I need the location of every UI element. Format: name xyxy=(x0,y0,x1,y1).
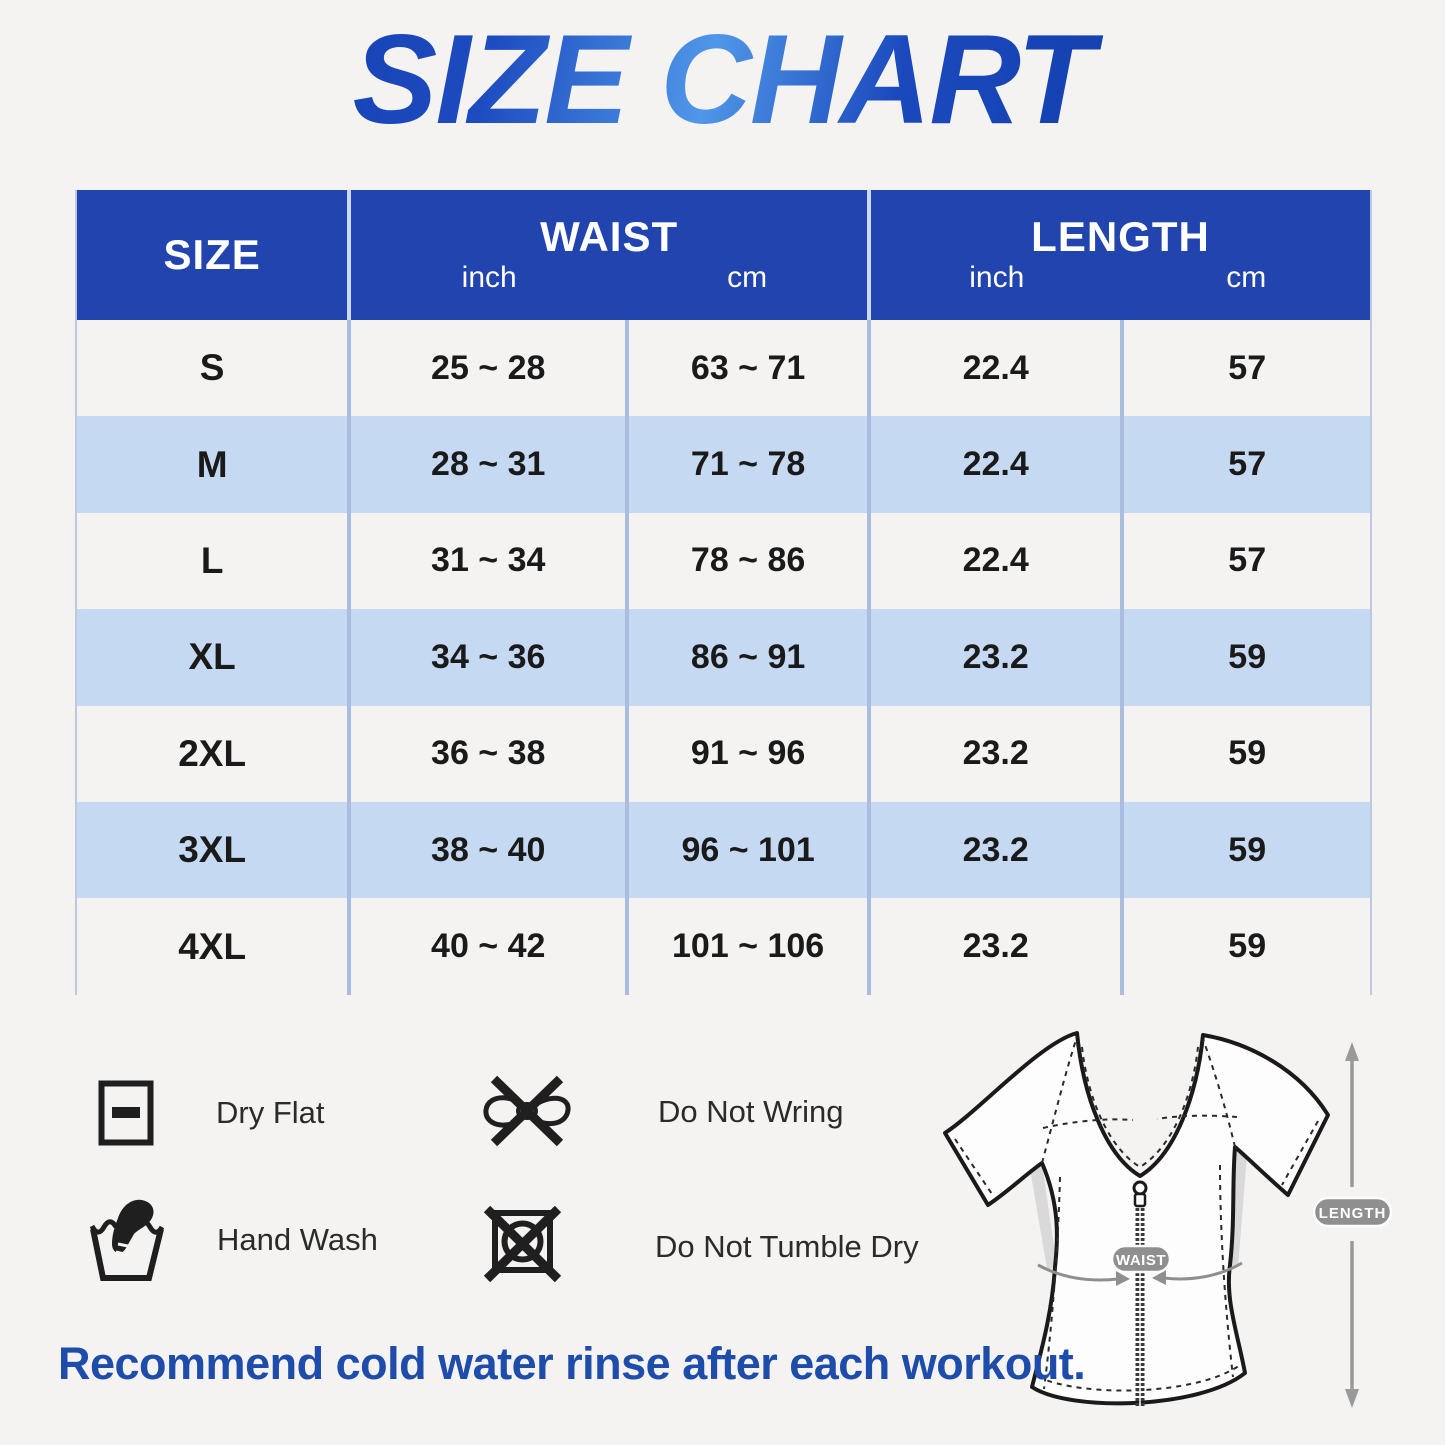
waist-units-row xyxy=(351,261,867,295)
length-unit-inch: inch xyxy=(969,261,1025,295)
cell-size: XL xyxy=(188,636,236,678)
care-item-do-not-tumble-dry xyxy=(482,1206,562,1289)
header-length-label: LENGTH xyxy=(1031,212,1210,260)
cell-size: L xyxy=(200,539,224,581)
cell-length-inch: 23.2 xyxy=(867,706,1120,802)
table-body xyxy=(77,320,1370,995)
zipper xyxy=(1134,1182,1146,1407)
cell-waist-inch: 40 ~ 42 xyxy=(347,898,625,994)
cell-length-cm: 59 xyxy=(1120,802,1370,898)
cell-size: 4XL xyxy=(178,925,247,967)
cell-size: M xyxy=(196,443,228,485)
length-arrowhead-top xyxy=(1345,1042,1359,1061)
cell-length-cm: 59 xyxy=(1120,898,1370,994)
length-pill-label: LENGTH xyxy=(1318,1205,1387,1222)
care-label-do-not-tumble-dry: Do Not Tumble Dry xyxy=(655,1229,919,1264)
cell-length-cm: 57 xyxy=(1120,513,1370,609)
cell-length-cm: 59 xyxy=(1120,706,1370,802)
care-item-do-not-wring xyxy=(474,1072,580,1155)
header-waist-label: WAIST xyxy=(540,212,679,260)
cell-length-inch: 23.2 xyxy=(867,609,1120,705)
dry-flat-icon xyxy=(98,1080,154,1146)
cell-size: 2XL xyxy=(178,732,247,774)
cell-waist-cm: 71 ~ 78 xyxy=(625,416,867,512)
table-row xyxy=(77,898,1370,994)
waist-pill-label: WAIST xyxy=(1116,1252,1166,1269)
cell-length-inch: 22.4 xyxy=(867,416,1120,512)
cell-length-inch: 23.2 xyxy=(867,802,1120,898)
table-row xyxy=(77,513,1370,609)
care-label-hand-wash: Hand Wash xyxy=(217,1222,378,1257)
table-header-row xyxy=(77,190,1370,320)
page-title: SIZE CHART xyxy=(0,6,1445,152)
cell-size: 3XL xyxy=(178,829,247,871)
cell-size: S xyxy=(199,347,225,389)
cell-waist-cm: 96 ~ 101 xyxy=(625,802,867,898)
cell-length-cm: 59 xyxy=(1120,609,1370,705)
cell-length-cm: 57 xyxy=(1120,320,1370,416)
header-cell-length xyxy=(867,190,1370,320)
cell-waist-cm: 78 ~ 86 xyxy=(625,513,867,609)
cell-length-inch: 22.4 xyxy=(867,320,1120,416)
header-size-label: SIZE xyxy=(163,230,261,278)
table-row xyxy=(77,320,1370,416)
header-cell-waist xyxy=(347,190,867,320)
footer-note: Recommend cold water rinse after each workout. xyxy=(58,1338,1086,1389)
cell-waist-inch: 25 ~ 28 xyxy=(347,320,625,416)
cell-waist-inch: 31 ~ 34 xyxy=(347,513,625,609)
size-table xyxy=(75,190,1372,995)
header-cell-size xyxy=(77,190,347,320)
table-row xyxy=(77,706,1370,802)
waist-unit-inch: inch xyxy=(461,261,517,295)
cell-waist-inch: 36 ~ 38 xyxy=(347,706,625,802)
cell-waist-cm: 63 ~ 71 xyxy=(625,320,867,416)
hand-wash-icon xyxy=(88,1196,166,1284)
cell-waist-cm: 101 ~ 106 xyxy=(625,898,867,994)
do-not-wring-icon xyxy=(474,1072,580,1150)
care-label-dry-flat: Dry Flat xyxy=(216,1095,325,1130)
cell-waist-inch: 38 ~ 40 xyxy=(347,802,625,898)
waist-unit-cm: cm xyxy=(727,261,768,295)
cell-waist-cm: 91 ~ 96 xyxy=(625,706,867,802)
do-not-tumble-dry-icon xyxy=(482,1206,562,1284)
care-item-dry-flat xyxy=(98,1080,154,1151)
care-item-hand-wash xyxy=(88,1196,166,1289)
cell-length-cm: 57 xyxy=(1120,416,1370,512)
cell-length-inch: 23.2 xyxy=(867,898,1120,994)
length-arrowhead-bottom xyxy=(1345,1389,1359,1408)
table-row xyxy=(77,416,1370,512)
cell-waist-inch: 28 ~ 31 xyxy=(347,416,625,512)
cell-waist-cm: 86 ~ 91 xyxy=(625,609,867,705)
care-label-do-not-wring: Do Not Wring xyxy=(658,1094,844,1129)
table-row xyxy=(77,609,1370,705)
table-row xyxy=(77,802,1370,898)
cell-length-inch: 22.4 xyxy=(867,513,1120,609)
length-units-row xyxy=(871,261,1370,295)
cell-waist-inch: 34 ~ 36 xyxy=(347,609,625,705)
length-unit-cm: cm xyxy=(1226,261,1267,295)
